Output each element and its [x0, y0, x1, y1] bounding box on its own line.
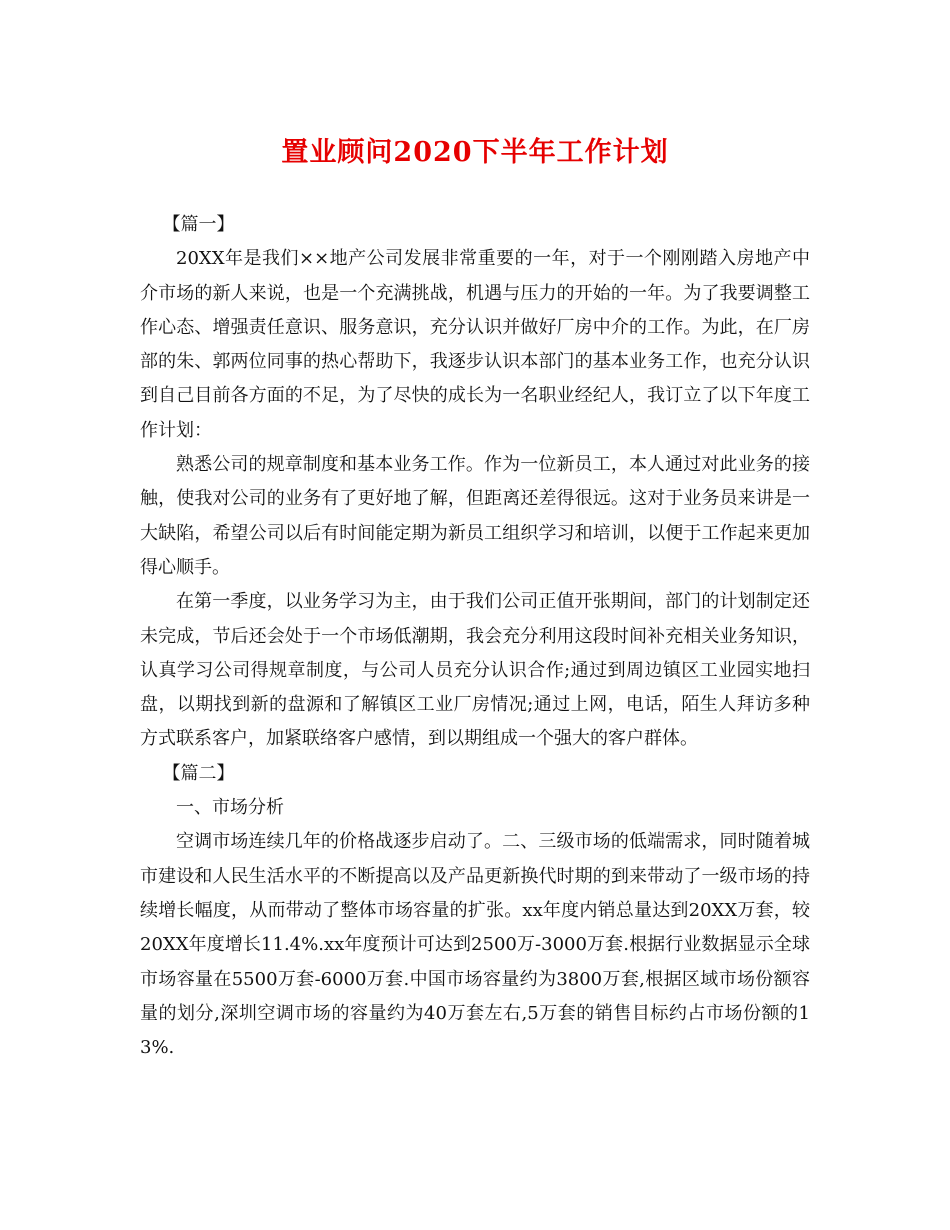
paragraph: 熟悉公司的规章制度和基本业务工作。作为一位新员工，本人通过对此业务的接触，使我对公司的业务有了更好地了解，但距离还差得很远。这对于业务员来讲是一大缺陷，希望公司以后有时间能定期为新员工组织学习和培训，以便于工作起来更加得心顺手。: [140, 454, 810, 578]
paragraph: 在第一季度，以业务学习为主，由于我们公司正值开张期间，部门的计划制定还未完成，节后还会处于一个市场低潮期，我会充分利用这段时间补充相关业务知识，认真学习公司得规章制度，与公司人员充分认识合作;通过到周边镇区工业园实地扫盘，以期找到新的盘源和了解镇区工业厂房情况;通过上网，电话，陌生人拜访多种方式联系客户，加紧联络客户感情，到以期组成一个强大的客户群体。: [140, 591, 810, 750]
document-title: 置业顾问2020下半年工作计划: [281, 137, 669, 168]
section-heading-1: 【篇一】: [162, 214, 235, 235]
paragraph: 20XX年是我们××地产公司发展非常重要的一年，对于一个刚刚踏入房地产中介市场的新人来说，也是一个充满挑战，机遇与压力的开始的一年。为了我要调整工作心态、增强责任意识、服务意识，充分认识并做好厂房中介的工作。为此，在厂房部的朱、郭两位同事的热心帮助下，我逐步认识本部门的基本业务工作，也充分认识到自己目前各方面的不足，为了尽快的成长为一名职业经纪人，我订立了以下年度工作计划：: [140, 248, 810, 441]
document-body: [140, 208, 810, 1065]
subheading-market-analysis: 一、市场分析: [176, 797, 284, 819]
section-heading-2: 【篇二】: [162, 762, 235, 784]
paragraph: 空调市场连续几年的价格战逐步启动了。二、三级市场的低端需求，同时随着城市建设和人民生活水平的不断提高以及产品更新换代时期的到来带动了一级市场的持续增长幅度，从而带动了整体市场容量的扩张。xx年度内销总量达到20XX万套，较20XX年度增长11.4%.xx年度预计可达到2500万-3000万套.根据行业数据显示全球市场容量在5500万套-6000万套.中国市场容量约为3800万套,根据区域市场份额容量的划分,深圳空调市场的容量约为40万套左右,5万套的销售目标约占市场份额的13%.: [140, 831, 810, 1059]
